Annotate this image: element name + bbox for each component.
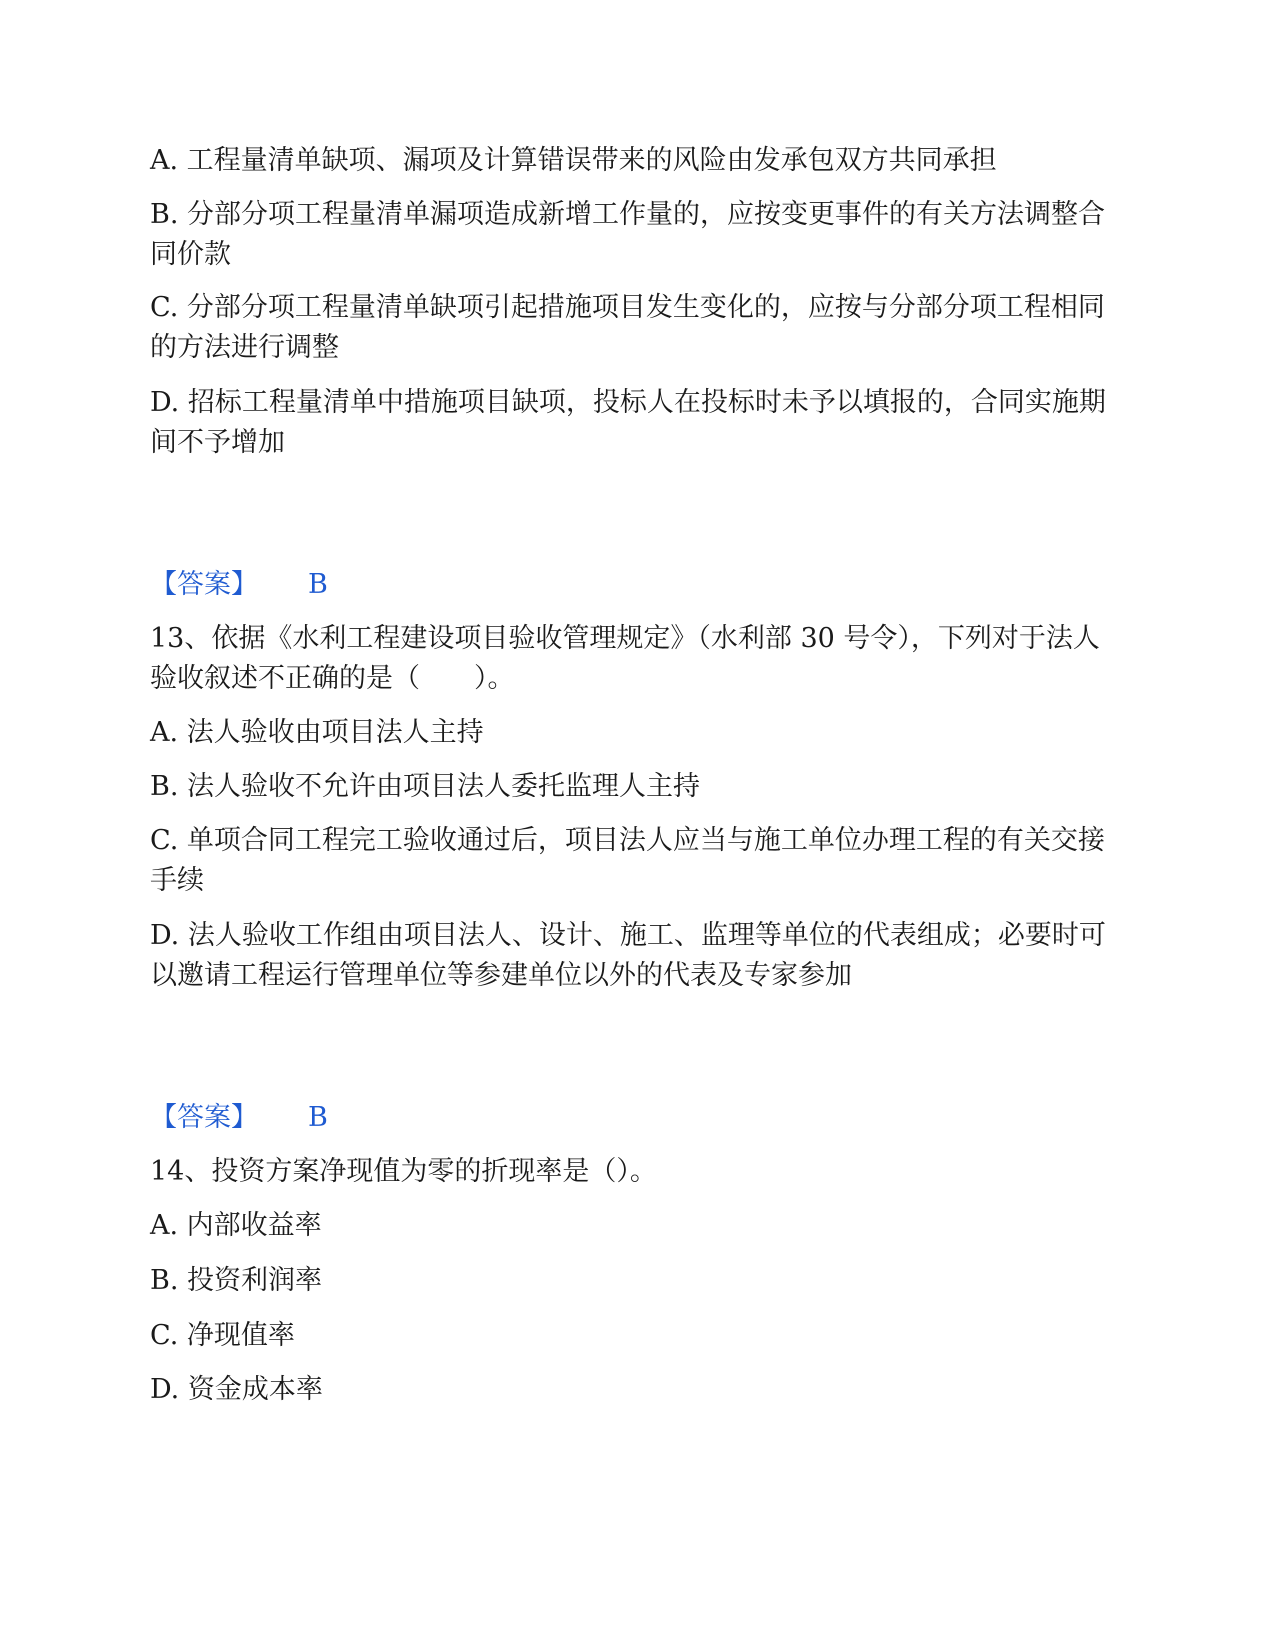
q14-stem: 14、投资方案净现值为零的折现率是（）。 — [150, 1156, 657, 1187]
q14-option-b: B. 投资利润率 — [150, 1265, 323, 1296]
q13-option-a: A. 法人验收由项目法人主持 — [150, 717, 484, 748]
q13-option-b: B. 法人验收不允许由项目法人委托监理人主持 — [150, 771, 701, 802]
q13-option-c: C. 单项合同工程完工验收通过后，项目法人应当与施工单位办理工程的有关交接手续 — [150, 825, 1105, 896]
answer-value: B — [308, 1102, 328, 1133]
q14-option-c: C. 净现值率 — [150, 1320, 295, 1351]
answer-13 — [150, 1098, 328, 1138]
q14-option-a: A. 内部收益率 — [150, 1210, 322, 1241]
answer-value: B — [308, 569, 328, 600]
q13-stem: 13、依据《水利工程建设项目验收管理规定》（水利部 30 号令），下列对于法人验收叙述不正确的是（ ）。 — [150, 623, 1100, 694]
answer-label: 【答案】 — [150, 569, 258, 600]
answer-label: 【答案】 — [150, 1102, 258, 1133]
answer-12 — [150, 565, 328, 605]
q12-option-c: C. 分部分项工程量清单缺项引起措施项目发生变化的，应按与分部分项工程相同的方法进行调整 — [150, 292, 1105, 363]
q12-option-b: B. 分部分项工程量清单漏项造成新增工作量的，应按变更事件的有关方法调整合同价款 — [150, 199, 1106, 270]
q13-option-d: D. 法人验收工作组由项目法人、设计、施工、监理等单位的代表组成；必要时可以邀请工程运行管理单位等参建单位以外的代表及专家参加 — [150, 920, 1106, 991]
q12-option-a: A. 工程量清单缺项、漏项及计算错误带来的风险由发承包双方共同承担 — [150, 145, 997, 176]
q12-option-d: D. 招标工程量清单中措施项目缺项，投标人在投标时未予以填报的，合同实施期间不予增加 — [150, 387, 1106, 458]
q14-option-d: D. 资金成本率 — [150, 1374, 323, 1405]
